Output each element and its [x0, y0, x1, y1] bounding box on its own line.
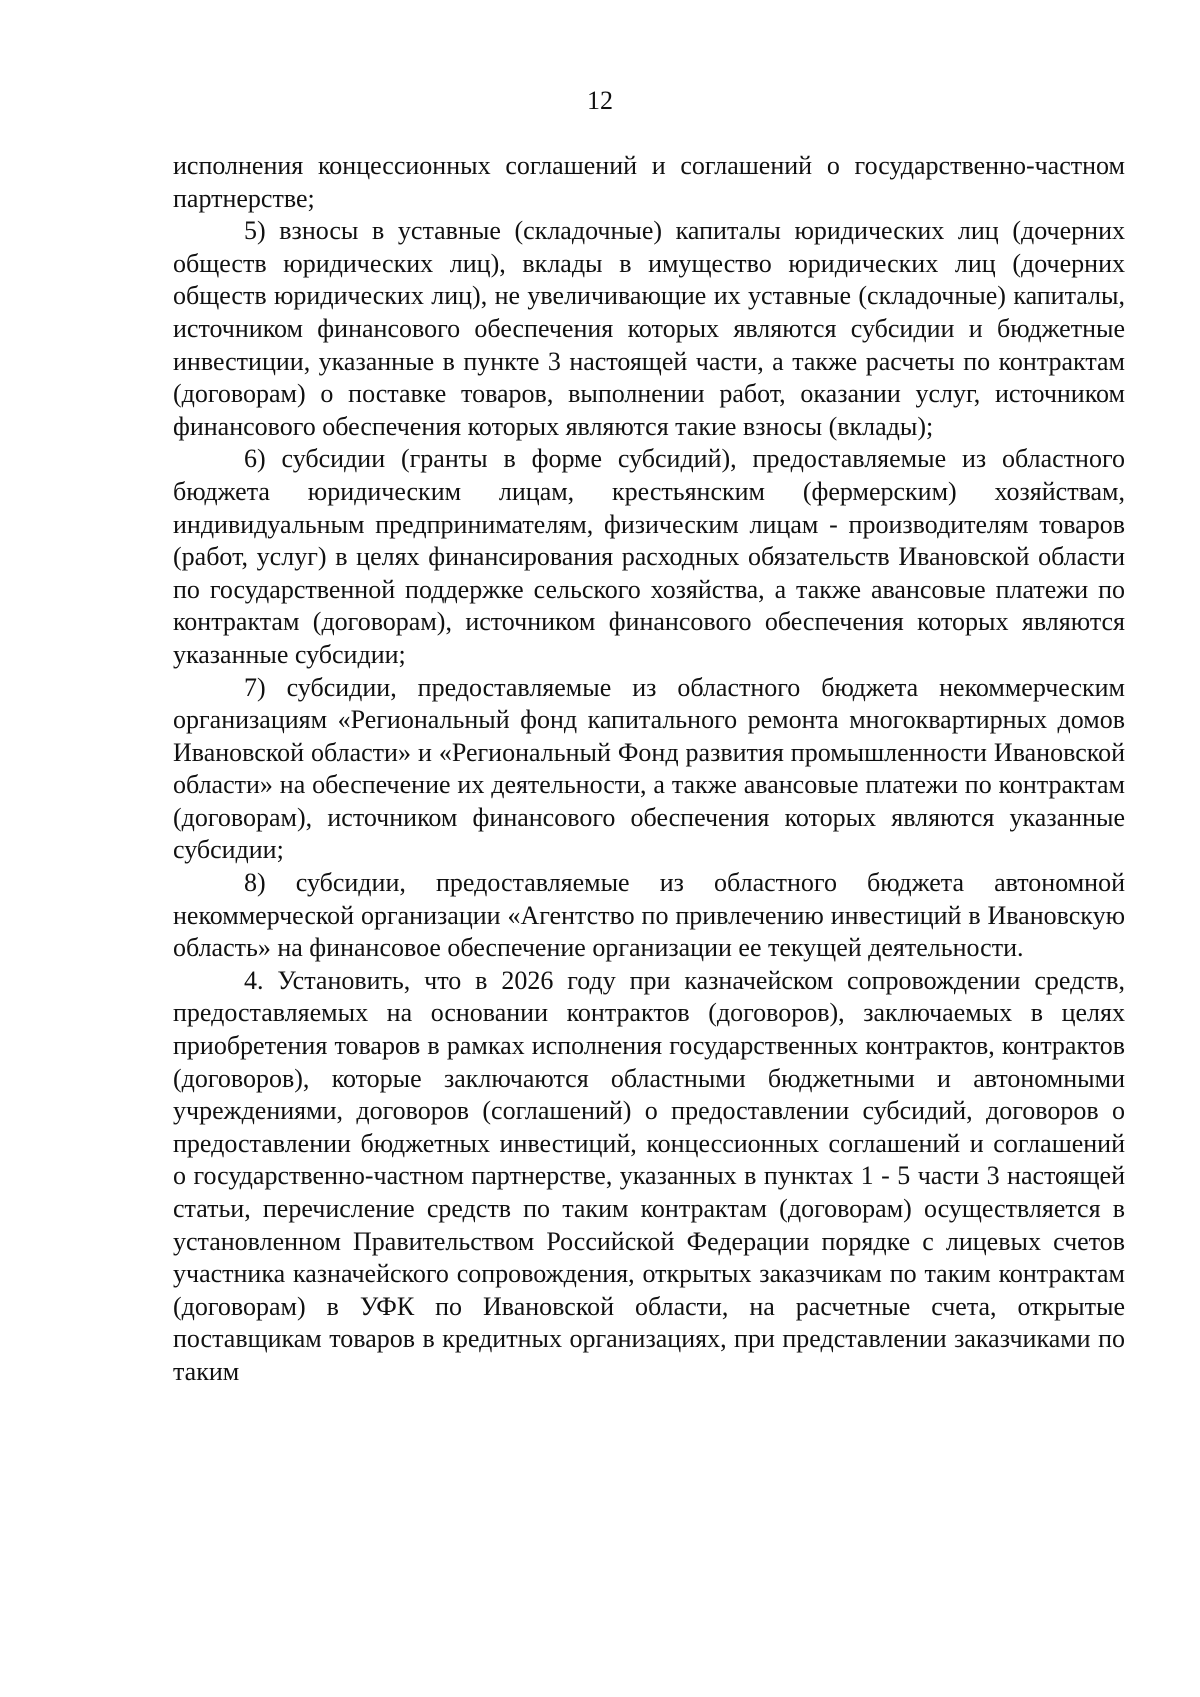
paragraph-item-6: 6) субсидии (гранты в форме субсидий), предоставляемые из областного бюджета юридическим лицам, крестьянским (фермерским) хозяйствам, индивидуальным предпринимателям, физическим лицам - производителям товаров (работ, услуг) в целях финансирования расходных обязательств Ивановской области по государственной поддержке сельского хозяйства, а также авансовые платежи по контрактам (договорам), источником финансового обеспечения которых являются указанные субсидии; [173, 444, 1125, 669]
paragraph-item-8: 8) субсидии, предоставляемые из областного бюджета автономной некоммерческой организации «Агентство по привлечению инвестиций в Ивановскую область» на финансовое обеспечение организации ее текущей деятельности. [173, 868, 1125, 963]
paragraph-section-4: 4. Установить, что в 2026 году при казначейском сопровождении средств, предоставляемых на основании контрактов (договоров), заключаемых в целях приобретения товаров в рамках исполнения государственных контрактов, контрактов (договоров), которые заключаются областными бюджетными и автономными учреждениями, договоров (соглашений) о предоставлении субсидий, договоров о предоставлении бюджетных инвестиций, концессионных соглашений и соглашений о государственно-частном партнерстве, указанных в пунктах 1 - 5 части 3 настоящей статьи, перечисление средств по таким контрактам (договорам) осуществляется в установленном Правительством Российской Федерации порядке с лицевых счетов участника казначейского сопровождения, открытых заказчикам по таким контрактам (договорам) в УФК по Ивановской области, на расчетные счета, открытые поставщикам товаров в кредитных организациях, при представлении заказчиками по таким [173, 965, 1125, 1386]
page-number: 12 [587, 86, 613, 115]
document-body [173, 150, 1125, 1389]
paragraph-continuation: исполнения концессионных соглашений и соглашений о государственно-частном партнерстве; [173, 151, 1125, 213]
paragraph-item-5: 5) взносы в уставные (складочные) капиталы юридических лиц (дочерних обществ юридических лиц), вклады в имущество юридических лиц (дочерних обществ юридических лиц), не увеличивающие их уставные (складочные) капиталы, источником финансового обеспечения которых являются субсидии и бюджетные инвестиции, указанные в пункте 3 настоящей части, а также расчеты по контрактам (договорам) о поставке товаров, выполнении работ, оказании услуг, источником финансового обеспечения которых являются такие взносы (вклады); [173, 216, 1125, 441]
paragraph-item-7: 7) субсидии, предоставляемые из областного бюджета некоммерческим организациям «Региональный фонд капитального ремонта многоквартирных домов Ивановской области» и «Региональный Фонд развития промышленности Ивановской области» на обеспечение их деятельности, а также авансовые платежи по контрактам (договорам), источником финансового обеспечения которых являются указанные субсидии; [173, 672, 1125, 865]
